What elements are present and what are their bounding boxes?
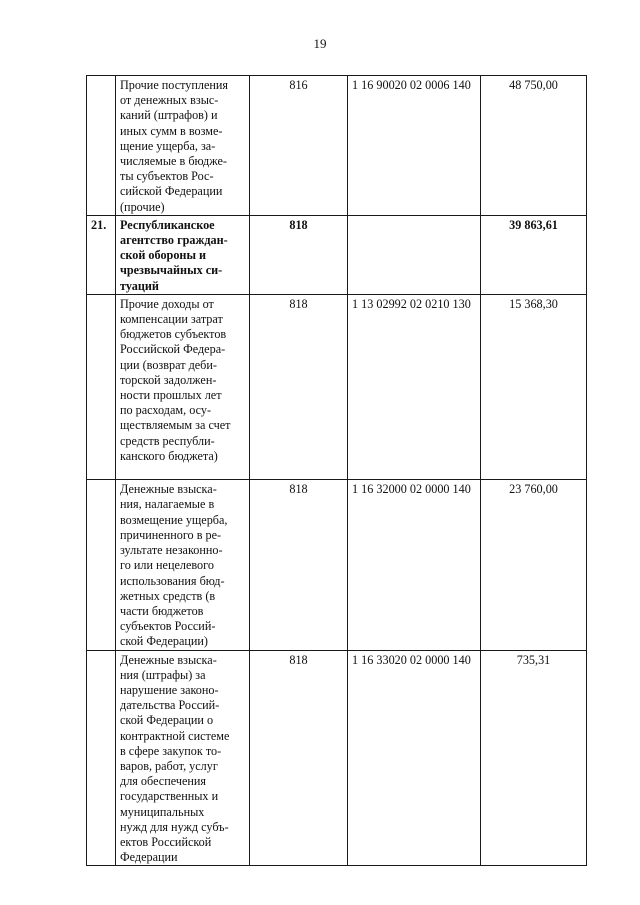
revenue-name-line: ской Федерации о bbox=[120, 713, 214, 728]
revenue-name-line: зультате незаконно- bbox=[120, 543, 223, 558]
revenue-name-line: (прочие) bbox=[120, 199, 165, 214]
budget-classification-code-cell: 1 13 02992 02 0210 130 bbox=[348, 294, 481, 479]
revenue-name-line: ности прошлых лет bbox=[120, 388, 222, 403]
budget-classification-code-cell: 1 16 33020 02 0000 140 bbox=[348, 650, 481, 866]
revenue-name-line bbox=[120, 464, 245, 479]
revenue-name-line: Денежные взыска- bbox=[120, 652, 217, 667]
revenue-name-line: ществляемым за счет bbox=[120, 418, 231, 433]
revenue-name-line: иных сумм в возме- bbox=[120, 123, 223, 138]
revenue-name-line: контрактной системе bbox=[120, 728, 230, 743]
budget-classification-code-cell: 1 16 32000 02 0000 140 bbox=[348, 480, 481, 650]
admin-code-cell: 818 bbox=[250, 294, 348, 479]
revenue-table bbox=[86, 75, 587, 866]
revenue-name-line: дательства Россий- bbox=[120, 698, 220, 713]
table-row bbox=[87, 294, 587, 479]
revenue-name-line: для обеспечения bbox=[120, 774, 207, 789]
revenue-name-cell bbox=[116, 480, 250, 650]
revenue-name-line: использования бюд- bbox=[120, 573, 225, 588]
revenue-name-line: ния, налагаемые в bbox=[120, 497, 215, 512]
table-row bbox=[87, 76, 587, 216]
revenue-name-line: муниципальных bbox=[120, 804, 205, 819]
amount-cell: 39 863,61 bbox=[481, 215, 587, 294]
revenue-name-line: ектов Российской bbox=[120, 834, 212, 849]
revenue-name-line: агентство граждан- bbox=[120, 233, 228, 248]
revenue-name-line: го или нецелевого bbox=[120, 558, 214, 573]
revenue-name-line: Федерации bbox=[120, 850, 178, 865]
revenue-name-line: по расходам, осу- bbox=[120, 403, 212, 418]
revenue-name-line: бюджетов субъектов bbox=[120, 327, 227, 342]
revenue-name-line: канского бюджета) bbox=[120, 448, 218, 463]
revenue-name-line: варов, работ, услуг bbox=[120, 758, 218, 773]
revenue-name-line: ской Федерации) bbox=[120, 634, 208, 649]
revenue-name-line: возмещение ущерба, bbox=[120, 512, 228, 527]
revenue-name-line: государственных и bbox=[120, 789, 219, 804]
revenue-name-line: ции (возврат деби- bbox=[120, 357, 217, 372]
revenue-name-line: нарушение законо- bbox=[120, 682, 219, 697]
amount-cell: 48 750,00 bbox=[481, 76, 587, 216]
row-number-cell bbox=[87, 294, 116, 479]
revenue-name-line: Прочие доходы от bbox=[120, 296, 214, 311]
revenue-name-cell bbox=[116, 294, 250, 479]
revenue-name-line: числяемые в бюдже- bbox=[120, 154, 227, 169]
admin-code-cell: 816 bbox=[250, 76, 348, 216]
revenue-name-line: Прочие поступления bbox=[120, 78, 229, 92]
revenue-name-line: от денежных взыс- bbox=[120, 93, 219, 108]
revenue-name-line: чрезвычайных си- bbox=[120, 263, 223, 278]
table-row bbox=[87, 480, 587, 650]
revenue-table-body bbox=[87, 76, 587, 866]
revenue-name-line: в сфере закупок то- bbox=[120, 743, 222, 758]
revenue-name-line: ния (штрафы) за bbox=[120, 667, 206, 682]
revenue-name-line: нужд для нужд субъ- bbox=[120, 819, 229, 834]
row-number-cell bbox=[87, 76, 116, 216]
revenue-name-line: субъектов Россий- bbox=[120, 619, 216, 634]
revenue-name-line: ты субъектов Рос- bbox=[120, 169, 214, 184]
revenue-name-line: ской обороны и bbox=[120, 248, 207, 263]
budget-classification-code-cell bbox=[348, 215, 481, 294]
revenue-name-cell bbox=[116, 76, 250, 216]
revenue-name-line: Республиканское bbox=[120, 217, 215, 232]
revenue-name-line: каний (штрафов) и bbox=[120, 108, 218, 123]
amount-cell: 23 760,00 bbox=[481, 480, 587, 650]
table-row bbox=[87, 650, 587, 866]
table-row-section-header bbox=[87, 215, 587, 294]
row-number-cell: 21. bbox=[87, 215, 116, 294]
revenue-name-line: Денежные взыска- bbox=[120, 482, 217, 497]
revenue-name-line: компенсации затрат bbox=[120, 312, 223, 327]
admin-code-cell: 818 bbox=[250, 215, 348, 294]
revenue-name-line: торской задолжен- bbox=[120, 372, 217, 387]
revenue-name-line: туаций bbox=[120, 278, 159, 293]
revenue-name-cell bbox=[116, 650, 250, 866]
revenue-name-line: Российской Федера- bbox=[120, 342, 226, 357]
admin-code-cell: 818 bbox=[250, 650, 348, 866]
amount-cell: 15 368,30 bbox=[481, 294, 587, 479]
revenue-name-line: причиненного в ре- bbox=[120, 527, 222, 542]
page-number: 19 bbox=[313, 36, 327, 51]
revenue-name-line: сийской Федерации bbox=[120, 184, 223, 199]
amount-cell: 735,31 bbox=[481, 650, 587, 866]
revenue-name-line: жетных средств (в bbox=[120, 588, 216, 603]
budget-classification-code-cell: 1 16 90020 02 0006 140 bbox=[348, 76, 481, 216]
revenue-name-line: щение ущерба, за- bbox=[120, 138, 216, 153]
revenue-name-line: части бюджетов bbox=[120, 603, 204, 618]
row-number-cell bbox=[87, 650, 116, 866]
revenue-name-line: средств республи- bbox=[120, 433, 215, 448]
row-number-cell bbox=[87, 480, 116, 650]
revenue-name-cell bbox=[116, 215, 250, 294]
admin-code-cell: 818 bbox=[250, 480, 348, 650]
